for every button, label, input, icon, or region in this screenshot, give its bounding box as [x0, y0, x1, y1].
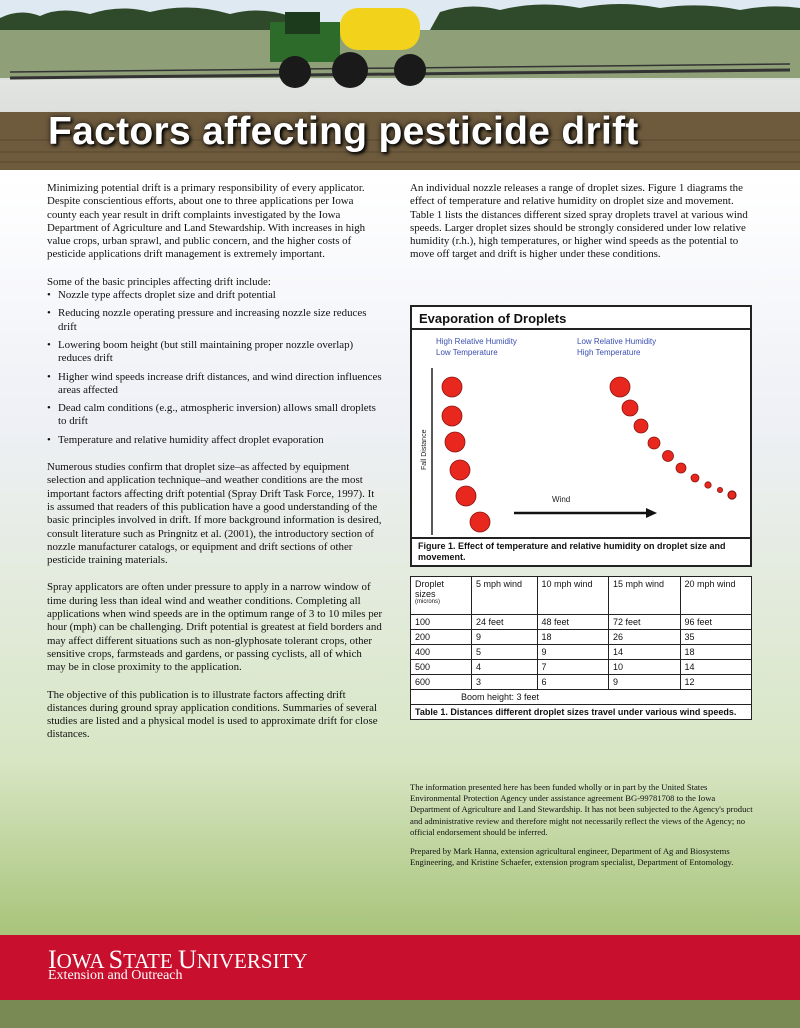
droplets-left	[442, 377, 490, 532]
left-label-temperature: Low Temperature	[436, 348, 498, 357]
table-cell: 3	[472, 675, 538, 690]
tractor-cab	[285, 12, 320, 34]
right-column	[410, 182, 755, 262]
table-cell: 9	[609, 675, 680, 690]
tractor-wheel-front	[279, 56, 311, 88]
principles-list	[47, 289, 383, 447]
droplet	[728, 491, 736, 499]
left-column	[47, 182, 383, 756]
table-row	[411, 645, 752, 660]
table-cell: 5	[472, 645, 538, 660]
table-cell: 200	[411, 630, 472, 645]
fall-distance-label: Fall Distance	[421, 429, 428, 470]
table-cell: 24 feet	[472, 615, 538, 630]
header-cell: 10 mph wind	[537, 577, 608, 615]
bottom-strip	[0, 1000, 800, 1028]
table-cell: 12	[680, 675, 752, 690]
left-label-humidity: High Relative Humidity	[436, 337, 517, 346]
table-header-row	[411, 577, 752, 615]
table-cell: 48 feet	[537, 615, 608, 630]
header-droplet-sizes: Droplet sizes	[415, 579, 445, 599]
figure-title: Evaporation of Droplets	[419, 311, 567, 326]
droplet	[648, 437, 660, 449]
funding-statement	[410, 782, 755, 876]
funding-paragraph: The information presented here has been funded wholly or in part by the United States Environmental Protection Agency under assistance agreement BG-99781708 to the Iowa Department of Agriculture and Land Stewardship. It has not been subjected to the Agency's product and administrative review and therefore might not necessarily reflect the views of the Agency; no official endorsement should be inferred.	[410, 782, 753, 837]
droplet	[445, 432, 465, 452]
droplet	[691, 474, 699, 482]
table-cell: 6	[537, 675, 608, 690]
header-cell	[411, 577, 472, 615]
list-item: • Dead calm conditions (e.g., atmospheric inversion) allows small droplets to drift	[47, 402, 383, 429]
table-row	[411, 675, 752, 690]
droplet	[442, 377, 462, 397]
table-cell: 72 feet	[609, 615, 680, 630]
isu-wordmark: IOWA STATE UNIVERSITY	[48, 945, 308, 974]
droplet	[456, 486, 476, 506]
figure-diagram	[412, 330, 750, 540]
table-cell: 14	[680, 660, 752, 675]
table-cell: 500	[411, 660, 472, 675]
tank-wheel	[394, 54, 426, 86]
table-cell: 18	[537, 630, 608, 645]
intro-paragraph: Minimizing potential drift is a primary responsibility of every applicator. Despite conscientious efforts, about one to three applications per Iowa county each year result in drift complaints investigated by the Iowa Department of Agriculture and Land Stewardship. With increases in high value crops, urban sprawl, and public concern, and the higher costs of pesticide applications drift management is extremely important.	[47, 182, 366, 261]
list-item: • Reducing nozzle operating pressure and increasing nozzle size reduces drift	[47, 307, 383, 334]
drift-table	[410, 576, 752, 720]
authors-paragraph: Prepared by Mark Hanna, extension agricultural engineer, Department of Ag and Biosystems Engineering, and Kristine Schaefer, extension program specialist, Department of Entomology.	[410, 846, 734, 868]
right-label-humidity: Low Relative Humidity	[577, 337, 657, 346]
droplet	[622, 400, 638, 416]
sprayer-tank	[340, 8, 420, 50]
tractor-wheel-rear	[332, 52, 368, 88]
droplets-right	[610, 377, 736, 499]
table-cell: 600	[411, 675, 472, 690]
table-cell: 26	[609, 630, 680, 645]
droplet	[442, 406, 462, 426]
table-cell: 35	[680, 630, 752, 645]
page-title: Factors affecting pesticide drift	[48, 110, 639, 153]
boom-height-note: Boom height: 3 feet	[410, 690, 752, 705]
table-cell: 14	[609, 645, 680, 660]
droplet	[705, 482, 711, 488]
droplet	[610, 377, 630, 397]
droplet	[450, 460, 470, 480]
objective-paragraph: The objective of this publication is to illustrate factors affecting drift distances during ground spray application conditions. Summaries of several studies are listed and a physical model is used to approximate drift for close distances.	[47, 688, 378, 741]
header-units: (microns)	[415, 599, 440, 605]
right-label-temperature: High Temperature	[577, 348, 641, 357]
table-cell: 7	[537, 660, 608, 675]
wind-arrow-head	[646, 508, 657, 518]
header-cell: 5 mph wind	[472, 577, 538, 615]
table-cell: 9	[537, 645, 608, 660]
hero-photo	[0, 0, 800, 170]
studies-paragraph: Numerous studies confirm that droplet size–as affected by equipment selection and application technique–and weather conditions are the most important factors affecting drift potential (Spray Drift Task Force, 1997). It is assumed that readers of this publication have a good understanding of the basic principles involved in drift. If more background information is desired, consult literature such as Pringnitz et al. (2001), the introductory section of nozzle manufacturer catalogs, or equipment and drift sections of other pesticide training materials.	[47, 461, 382, 567]
table-cell: 4	[472, 660, 538, 675]
table-cell: 9	[472, 630, 538, 645]
list-item: • Temperature and relative humidity affect droplet evaporation	[47, 434, 383, 447]
principles-intro: Some of the basic principles affecting drift include:	[47, 275, 271, 288]
applicator-paragraph: Spray applicators are often under pressure to apply in a narrow window of time during less than ideal wind and weather conditions. Completing all applications when wind speeds are in the optimum range of 3 to 10 miles per hour (mph) can be challenging. Drift potential is greatest at field borders and may affect different situations such as non-glyphosate tolerant crops, other sensitive crops, farmsteads and gardens, or passing cyclists, all of which may be in close proximity to the application.	[47, 581, 383, 674]
header-cell: 15 mph wind	[609, 577, 680, 615]
table-cell: 100	[411, 615, 472, 630]
list-item: • Nozzle type affects droplet size and drift potential	[47, 289, 383, 302]
droplet	[663, 451, 674, 462]
droplet-paragraph: An individual nozzle releases a range of droplet sizes. Figure 1 diagrams the effect of temperature and relative humidity on droplet size and movement. Table 1 lists the distances different sized spray droplets travel at various wind speeds. Larger droplet sizes should be strongly considered under low relative humidity (r.h.), high temperatures, or higher wind speeds as the potential to move off target and drift is higher under these conditions.	[410, 182, 748, 261]
list-item: • Higher wind speeds increase drift distances, and wind direction influences areas affected	[47, 371, 383, 398]
droplet	[470, 512, 490, 532]
droplet	[676, 463, 686, 473]
table-row	[411, 615, 752, 630]
droplet	[717, 487, 722, 492]
header-cell: 20 mph wind	[680, 577, 752, 615]
extension-outreach-label: Extension and Outreach	[48, 968, 183, 983]
figure-evaporation	[410, 305, 752, 567]
table-cell: 18	[680, 645, 752, 660]
droplet	[634, 419, 648, 433]
figure-caption: Figure 1. Effect of temperature and relative humidity on droplet size and movement.	[418, 541, 726, 562]
table-cell: 10	[609, 660, 680, 675]
table-cell: 96 feet	[680, 615, 752, 630]
table-row	[411, 660, 752, 675]
table-caption: Table 1. Distances different droplet sizes travel under various wind speeds.	[410, 705, 752, 720]
wind-label: Wind	[552, 495, 571, 504]
footer-brand-bar	[0, 935, 800, 1000]
table-row	[411, 630, 752, 645]
drift-distance-table	[410, 576, 752, 690]
list-item: • Lowering boom height (but still maintaining proper nozzle overlap) reduces drift	[47, 339, 383, 366]
table-cell: 400	[411, 645, 472, 660]
